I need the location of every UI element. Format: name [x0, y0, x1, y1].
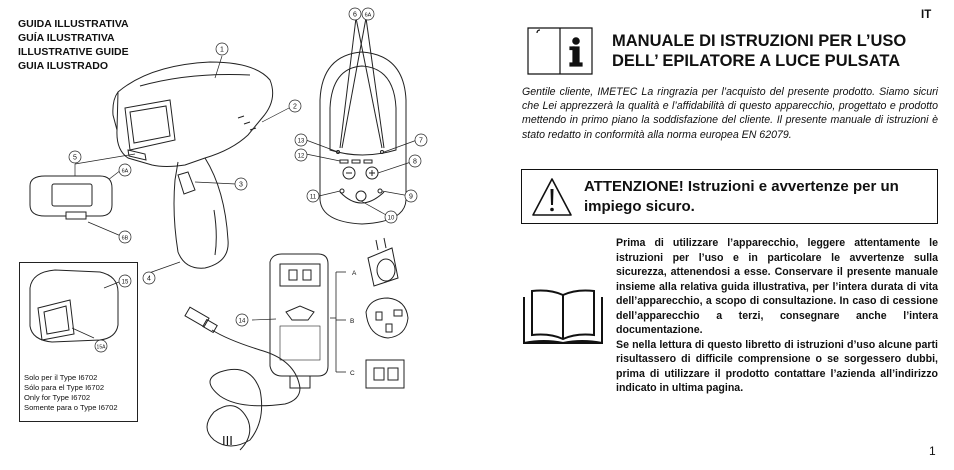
plug-label-a: A [352, 270, 357, 277]
language-code: IT [921, 9, 932, 21]
callout-10: 10 [387, 215, 395, 222]
guide-title-it: GUIDA ILLUSTRATIVA [18, 18, 129, 30]
callout-6: 6 [353, 11, 357, 19]
manual-title: MANUALE DI ISTRUZIONI PER L’USO DELL’ EPILATORE A LUCE PULSATA [612, 32, 907, 70]
callout-11: 11 [309, 194, 317, 201]
type-inset-notes [24, 373, 118, 413]
warning-triangle-icon [531, 177, 573, 217]
inset-note-it: Solo per il Type I6702 [24, 373, 98, 382]
callout-8: 8 [413, 158, 417, 166]
guide-title-es: GUÍA ILUSTRATIVA [18, 32, 115, 44]
page-number: 1 [929, 444, 936, 458]
plug-bracket [330, 272, 346, 372]
epilator-handset [113, 62, 273, 268]
callout-9: 9 [409, 193, 413, 201]
callout-6a: 6A [364, 12, 372, 19]
cartridge-illustration [30, 176, 112, 219]
power-adaptor [185, 254, 328, 450]
open-book-icon [520, 285, 606, 347]
plug-label-b: B [350, 318, 355, 325]
inset-note-pt: Somente para o Type I6702 [24, 403, 118, 412]
plug-a [368, 238, 398, 286]
plug-c [366, 360, 404, 388]
callout-4: 4 [147, 275, 151, 283]
inset-note-es: Sólo para el Type I6702 [24, 383, 105, 392]
callout-12: 12 [297, 153, 305, 160]
callout-6b: 6B [121, 235, 129, 242]
roman-page-number: III [222, 433, 233, 448]
plug-b [366, 298, 408, 338]
warning-title: ATTENZIONE! Istruzioni e avvertenze per un impiego sicuro. [584, 178, 899, 215]
inset-note-en: Only for Type I6702 [24, 393, 91, 402]
intro-text: Gentile cliente, IMETEC La ringrazia per l’acquisto del presente prodotto. Siamo sicuri che Lei apprezzerà la qualità e l’affidabilità di questo apparecchio, progettato e prodotto mettendo in primo piano la soddisfazione del cliente. Il presente manuale di istruzioni è stato redatto in conformità alla norma europea EN 62079. [522, 86, 938, 141]
callout-15a: 15A [96, 344, 106, 351]
callout-5: 5 [73, 154, 77, 162]
guide-title-pt: GUIA ILUSTRADO [18, 60, 109, 72]
callout-2: 2 [293, 103, 297, 111]
safety-instructions [616, 236, 938, 396]
callout-13: 13 [297, 138, 305, 145]
info-book-icon [527, 27, 593, 75]
callout-7: 7 [419, 137, 423, 145]
callout-15: 15 [121, 279, 129, 286]
callout-3: 3 [239, 181, 243, 189]
callout-6a-left: 6A [121, 168, 129, 175]
callout-1: 1 [220, 46, 224, 54]
plug-label-c: C [350, 370, 355, 377]
callout-14: 14 [238, 318, 246, 325]
safety-paragraph-2: Se nella lettura di questo libretto di istruzioni d’uso alcune parti risultassero di difficile comprensione o se sorgessero dubbi, prima di utilizzare il prodotto contattare l’azienda all’indirizzo indicato in ultima pagina. [616, 338, 938, 394]
guide-title-en: ILLUSTRATIVE GUIDE [18, 46, 129, 58]
safety-paragraph-1: Prima di utilizzare l’apparecchio, leggere attentamente le istruzioni per l’uso e in particolare le avvertenze sulla sicurezza, attenendosi a esse. Conservare il presente manuale insieme alla relativa guida illustrativa, per l’intera durata di vita dell’apparecchio, a scopo di consultazione. In caso di cessione dell’apparecchio a terzi, consegnare anche l’intera documentazione. [616, 237, 938, 336]
